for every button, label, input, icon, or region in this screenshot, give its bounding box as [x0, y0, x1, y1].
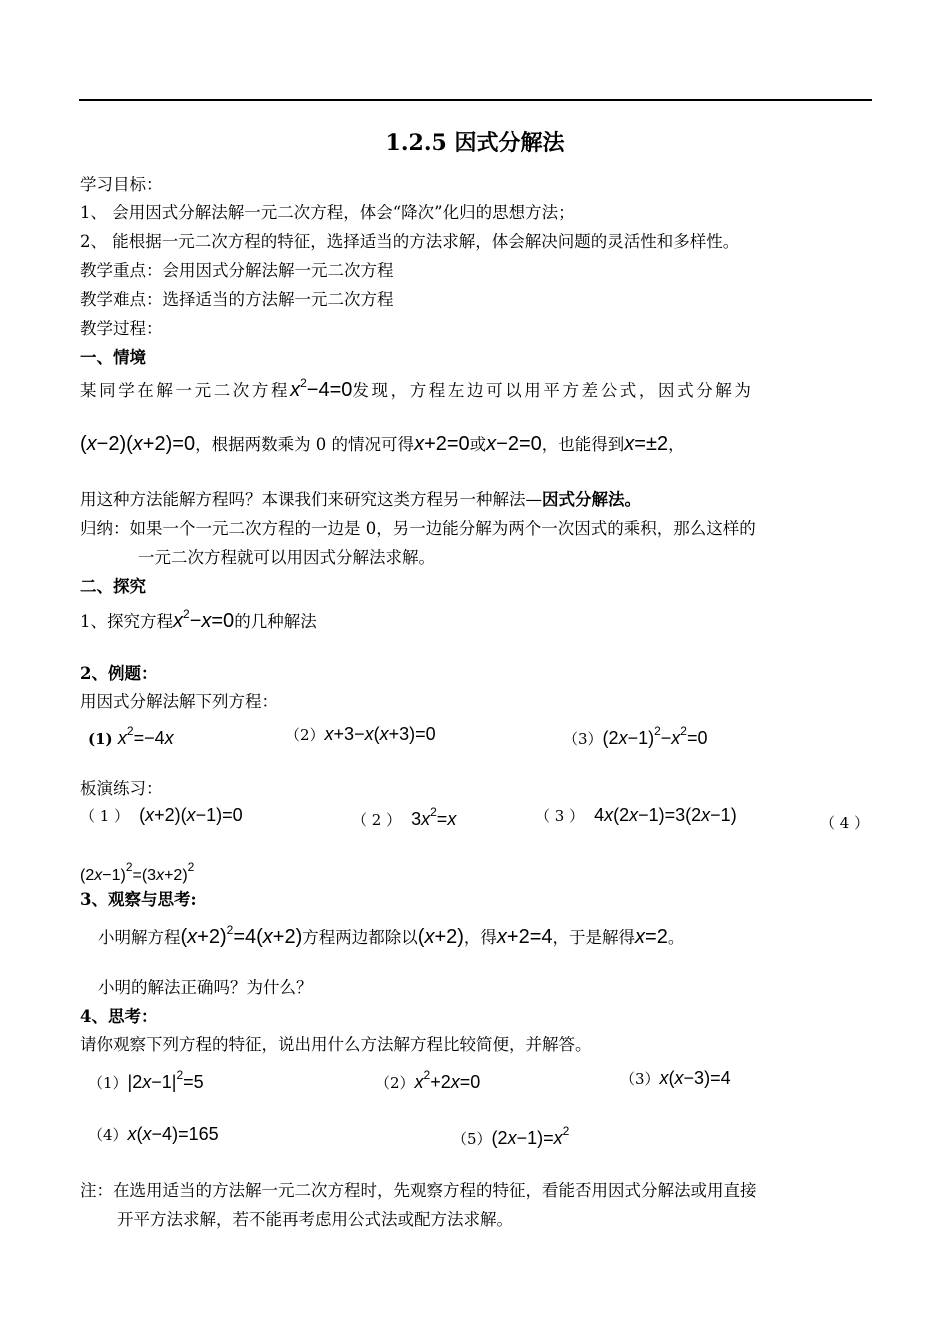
equation-x2-minus-x: $x^2-x=0$ — [173, 607, 235, 632]
situation-line-1: 某同学在解一元二次方程$x^2-4=0$发现，方程左边可以用平方差公式，因式分解为 — [80, 376, 754, 401]
think-3: （3）x(x−3)=4 — [620, 1068, 731, 1088]
goal-2: 2、 能根据一元二次方程的特征，选择适当的方法求解，体会解决问题的灵活性和多样性。 — [80, 232, 740, 251]
equation-factored: (x−2)(x+2)=0 — [80, 433, 196, 455]
summary-line-1: 归纳：如果一个一元二次方程的一边是 0，另一边能分解为两个一次因式的乘积，那么这样的 — [80, 519, 756, 538]
practice-4-label: （ 4 ） — [820, 814, 870, 832]
example-1: (1) $x^2=-4x$ — [88, 724, 174, 748]
example-2: （2）x+3−x(x+3)=0 — [285, 724, 436, 744]
equation-x-plus-2: x+2=0 — [414, 433, 470, 455]
key-point: 教学重点：会用因式分解法解一元二次方程 — [80, 261, 394, 280]
section1-heading: 一、情境 — [80, 348, 146, 367]
example-3: $(3)(2x-1)^2-x^2=0$ — [563, 724, 708, 748]
situation-line-3: 用这种方法能解方程吗？本课我们来研究这类方程另一种解法—因式分解法。 — [80, 490, 641, 509]
think-1: $(1)|2x-1|^2=5$ — [88, 1068, 204, 1092]
think-4: （4）x(x−4)=165 — [88, 1124, 219, 1144]
goal-1: 1、 会用因式分解法解一元二次方程，体会“降次”化归的思想方法； — [80, 203, 575, 222]
note-line-1: 注：在选用适当的方法解一元二次方程时，先观察方程的特征，看能否用因式分解法或用直接 — [80, 1181, 757, 1200]
think-intro: 请你观察下列方程的特征，说出用什么方法解方程比较简便，并解答。 — [80, 1035, 592, 1054]
equation-x-minus-2: x−2=0 — [486, 433, 542, 455]
think-5: $(5)(2x-1)=x^2$ — [452, 1124, 570, 1148]
practice-4: $(2x-1)^2=(3x+2)^2$ — [80, 860, 195, 884]
observe-question: 小明的解法正确吗？为什么？ — [98, 978, 313, 997]
situation-line-2: (x−2)(x+2)=0，根据两数乘为 0 的情况可得x+2=0或x−2=0，也能得到x=±2， — [80, 433, 685, 455]
think-2: $(2)x^2+2x=0$ — [375, 1068, 481, 1092]
section2-heading: 二、探究 — [80, 577, 146, 596]
observe-heading: 3、观察与思考: — [80, 890, 197, 909]
summary-line-2: 一元二次方程就可以用因式分解法求解。 — [138, 548, 435, 567]
page-title: 1.2.5 因式分解法 — [385, 130, 565, 156]
practice-2: （ 2 ） $3x^2=x$ — [352, 805, 457, 829]
equation-x2-minus-4: $x^2-4=0$ — [290, 376, 353, 401]
think-heading: 4、思考： — [80, 1007, 158, 1026]
solution-x-pm-2: x=±2 — [624, 433, 669, 455]
example-heading: 2、例题： — [80, 664, 158, 683]
header-rule — [79, 99, 872, 101]
note-line-2: 开平方法求解，若不能再考虑用公式法或配方法求解。 — [117, 1210, 513, 1229]
goals-heading: 学习目标： — [80, 175, 163, 194]
equation-xiaoming: $(x+2)^2=4(x+2)$ — [180, 923, 303, 948]
practice-heading: 板演练习： — [80, 779, 163, 798]
process-heading: 教学过程： — [80, 319, 163, 338]
explore-item-1: 1、探究方程$x^2-x=0$的几种解法 — [80, 607, 317, 632]
difficulty: 教学难点：选择适当的方法解一元二次方程 — [80, 290, 394, 309]
observe-line-1: 小明解方程$(x+2)^2=4(x+2)$方程两边都除以(x+2)，得x+2=4，于是解得x=2。 — [98, 923, 685, 948]
practice-3: （ 3 ） 4x(2x−1)=3(2x−1) — [535, 805, 737, 825]
practice-1: （ 1 ） (x+2)(x−1)=0 — [80, 805, 243, 825]
example-intro: 用因式分解法解下列方程： — [80, 692, 278, 711]
